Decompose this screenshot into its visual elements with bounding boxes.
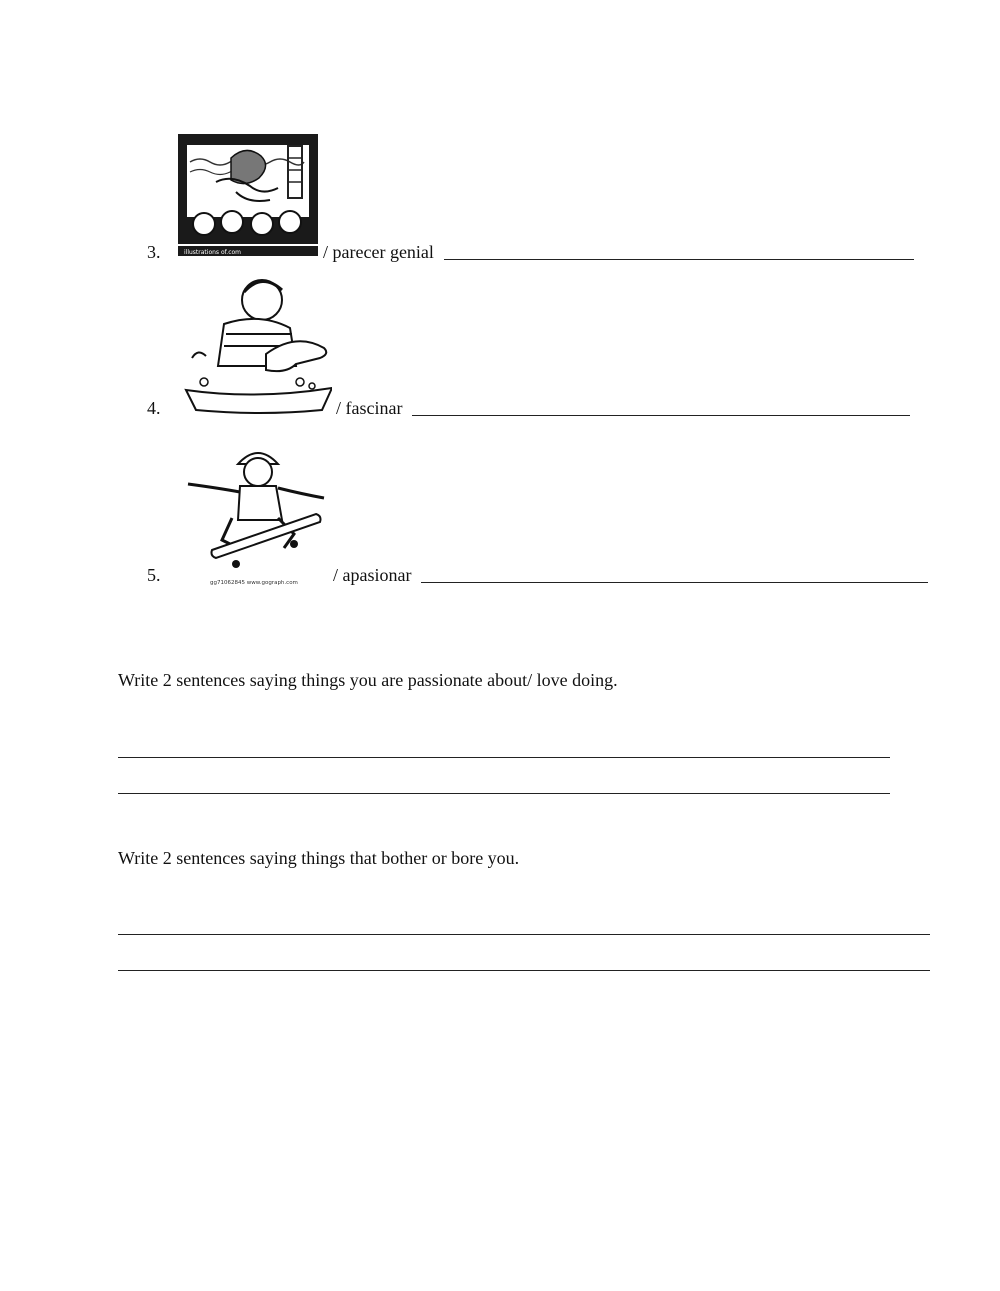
- answer-line[interactable]: [118, 934, 930, 935]
- answer-line[interactable]: [118, 793, 890, 794]
- item-number: 3.: [147, 242, 161, 262]
- boy-washing-dog-icon: [180, 274, 332, 414]
- answer-line[interactable]: [444, 259, 914, 260]
- item-prompt: / fascinar: [336, 398, 403, 418]
- answer-line[interactable]: [421, 582, 928, 583]
- item-prompt: / parecer genial: [323, 242, 434, 262]
- answer-line[interactable]: [118, 970, 930, 971]
- answer-line[interactable]: [118, 757, 890, 758]
- movie-theater-audience-icon: [176, 132, 322, 258]
- image-caption: gg71062845 www.gograph.com: [210, 580, 298, 586]
- section-instruction: Write 2 sentences saying things you are passionate about/ love doing.: [118, 670, 618, 690]
- item-number: 4.: [147, 398, 161, 418]
- image-caption: illustrations of.com: [184, 249, 242, 256]
- section-instruction: Write 2 sentences saying things that bother or bore you.: [118, 848, 520, 868]
- item-prompt: / apasionar: [333, 565, 412, 585]
- answer-line[interactable]: [412, 415, 910, 416]
- item-number: 5.: [147, 565, 161, 585]
- skateboarder-icon: [182, 438, 332, 588]
